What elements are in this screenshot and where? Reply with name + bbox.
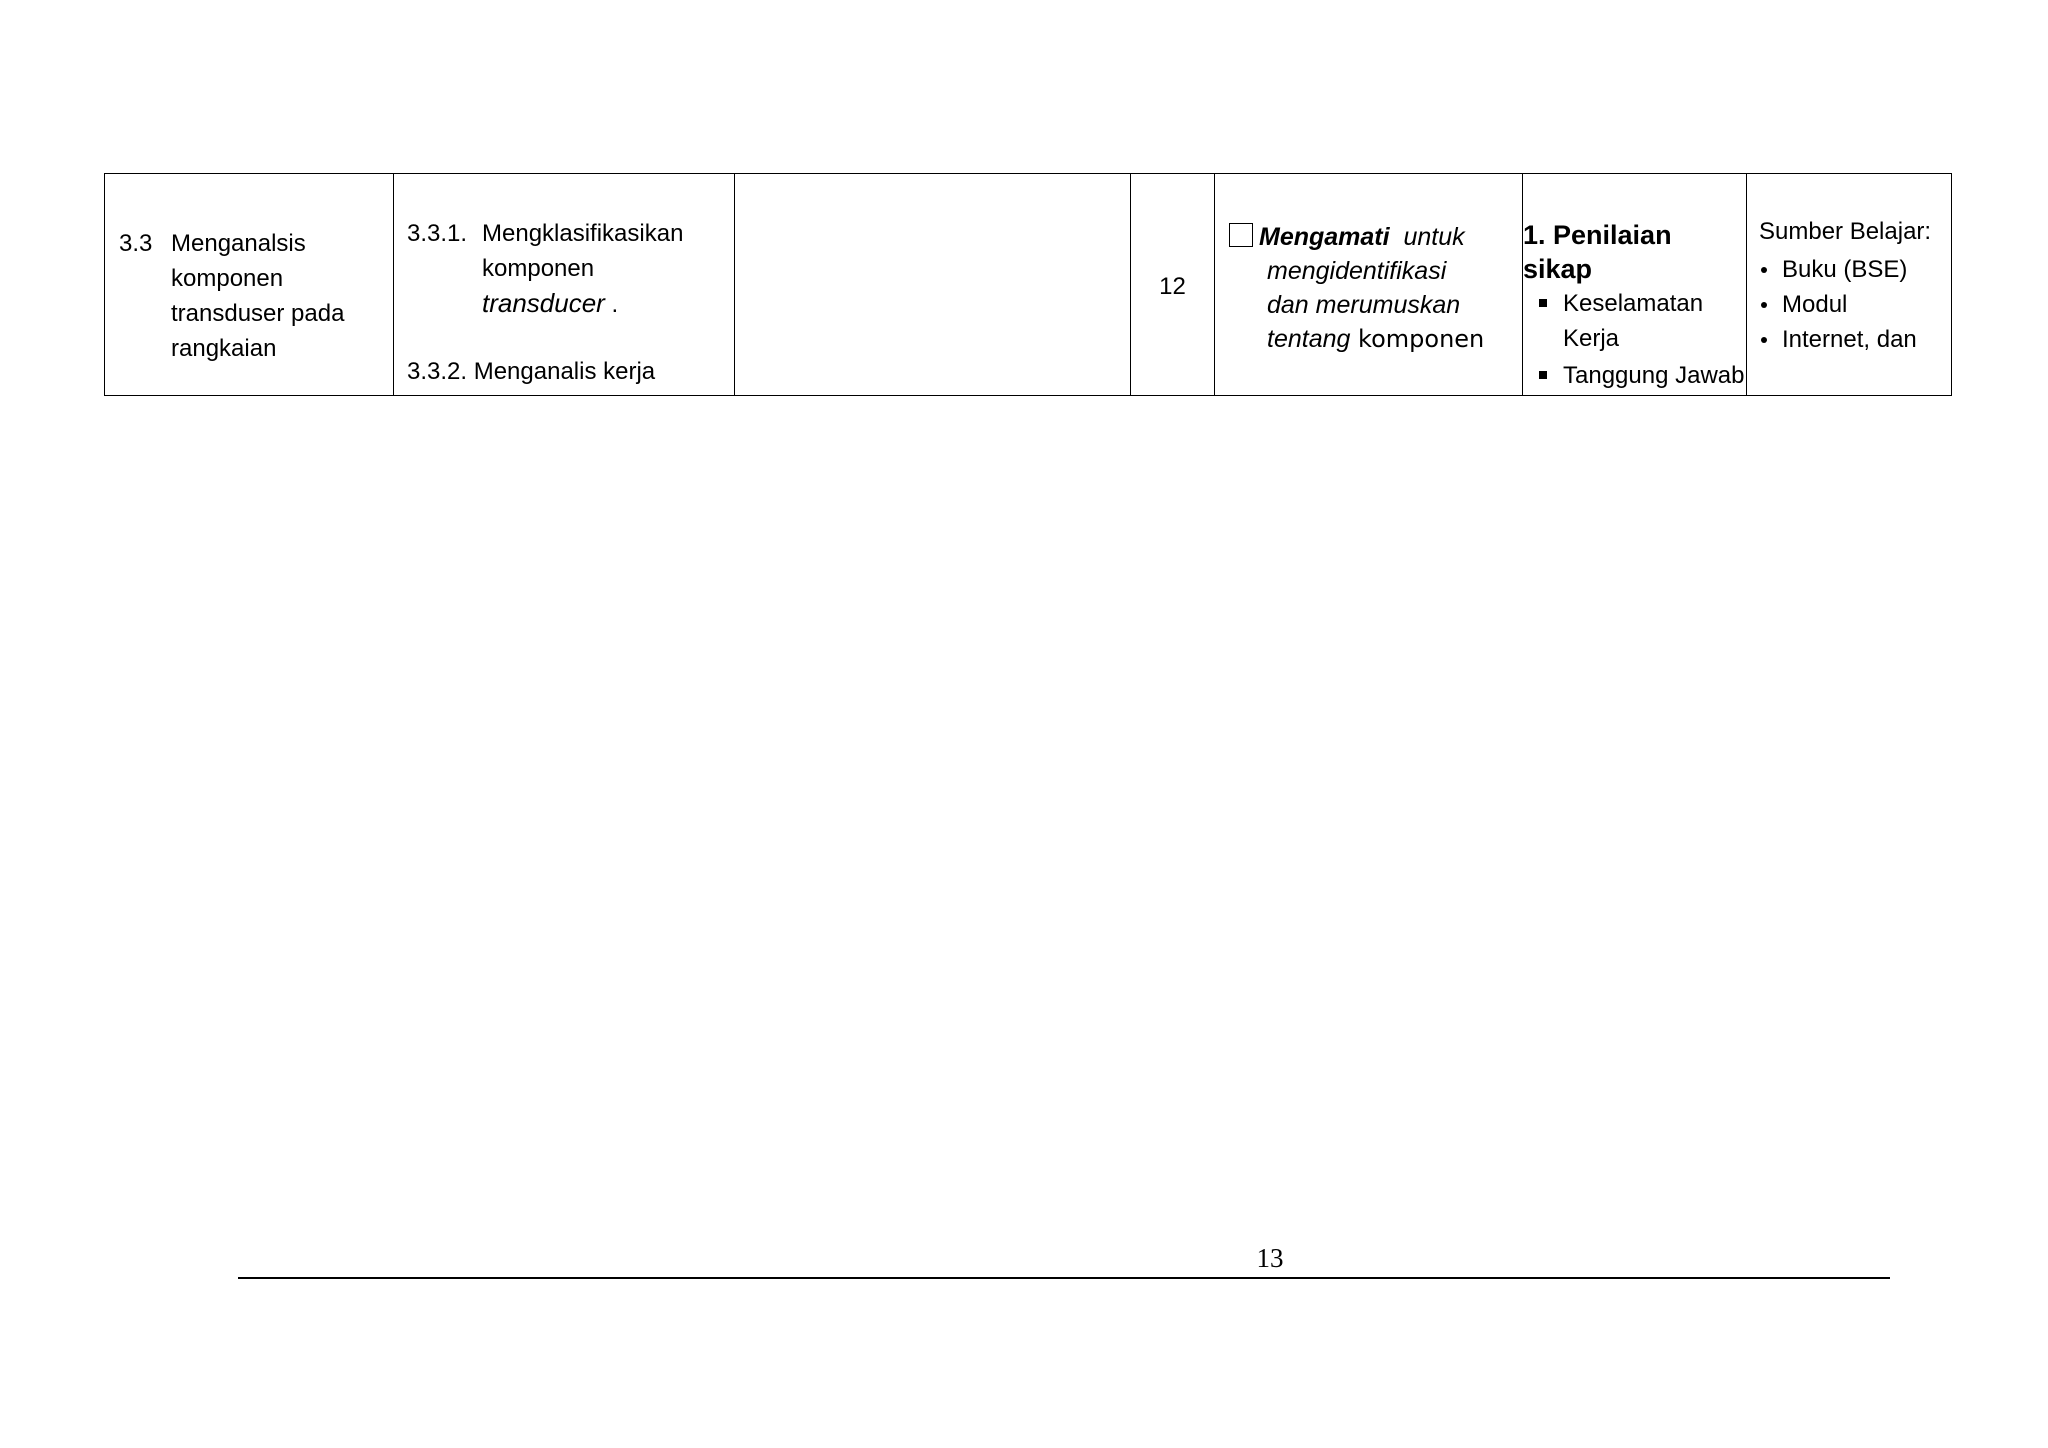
activity-italic-word: tentang	[1267, 325, 1351, 353]
resources-heading: Sumber Belajar:	[1759, 218, 1932, 245]
bullet-icon	[1761, 302, 1767, 308]
activity-line	[1229, 322, 1519, 356]
kd-number: 3.3	[119, 230, 153, 257]
table-row	[105, 174, 1952, 396]
indicator-1-number: 3.3.1.	[407, 220, 468, 247]
kd-line: transduser pada	[171, 300, 345, 327]
list-item	[1523, 358, 1746, 393]
indicator-1-italic-term: transducer	[482, 288, 605, 318]
assessment-heading	[1523, 218, 1743, 286]
square-bullet-icon	[1539, 371, 1547, 379]
bullet-icon	[1761, 267, 1767, 273]
indicator-1-text	[482, 216, 722, 322]
list-item	[1759, 287, 1917, 322]
kd-line: Menganalsis	[171, 230, 306, 257]
page-number: 13	[1256, 1243, 1284, 1273]
footer-divider	[238, 1277, 1890, 1279]
materi-text	[735, 174, 1130, 395]
kd-line: rangkaian	[171, 335, 277, 362]
assessment-heading-line: 1. Penilaian	[1523, 220, 1672, 250]
checkbox-placeholder-icon	[1229, 223, 1253, 247]
list-item-continuation	[1523, 321, 1746, 356]
learning-activity	[1229, 220, 1519, 356]
activity-line	[1229, 220, 1519, 254]
list-item	[1759, 252, 1917, 287]
cell-penilaian	[1523, 174, 1747, 396]
activity-line: mengidentifikasi	[1267, 257, 1447, 285]
activity-keyword: Mengamati	[1259, 223, 1390, 251]
kd-line: komponen	[171, 265, 284, 292]
indicator-1-line: Mengklasifikasikan	[482, 220, 684, 247]
resources-list	[1759, 252, 1917, 357]
list-item-label: Internet, dan	[1782, 326, 1917, 353]
list-item-label: Buku (BSE)	[1782, 256, 1908, 283]
list-item-label: Modul	[1782, 291, 1848, 318]
list-item-label: Tanggung Jawab	[1563, 362, 1745, 389]
activity-word: untuk	[1403, 223, 1465, 251]
cell-indikator	[394, 174, 735, 396]
indicator-2-text: 3.3.2. Menganalis kerja	[407, 358, 656, 385]
cell-pembelajaran	[1215, 174, 1523, 396]
syllabus-table	[104, 173, 1952, 396]
cell-kompetensi-dasar	[105, 174, 394, 396]
assessment-heading-line: sikap	[1523, 254, 1593, 284]
list-item-label: Kerja	[1563, 325, 1620, 352]
bullet-icon	[1761, 337, 1767, 343]
indicator-1-line: komponen	[482, 255, 595, 282]
activity-line: dan merumuskan	[1267, 291, 1461, 319]
time-allocation: 12	[1159, 273, 1186, 300]
cell-alokasi-waktu	[1131, 174, 1215, 396]
list-item	[1759, 322, 1917, 357]
cell-sumber-belajar	[1747, 174, 1952, 396]
cell-materi	[735, 174, 1131, 396]
square-bullet-icon	[1539, 299, 1547, 307]
list-item-label: Keselamatan	[1563, 290, 1704, 317]
indicator-1-suffix: .	[604, 291, 619, 318]
activity-rest: komponen	[1350, 325, 1485, 353]
kd-text	[171, 226, 381, 366]
indicator-1-line	[482, 286, 722, 322]
assessment-list	[1523, 286, 1746, 393]
list-item	[1523, 286, 1746, 321]
